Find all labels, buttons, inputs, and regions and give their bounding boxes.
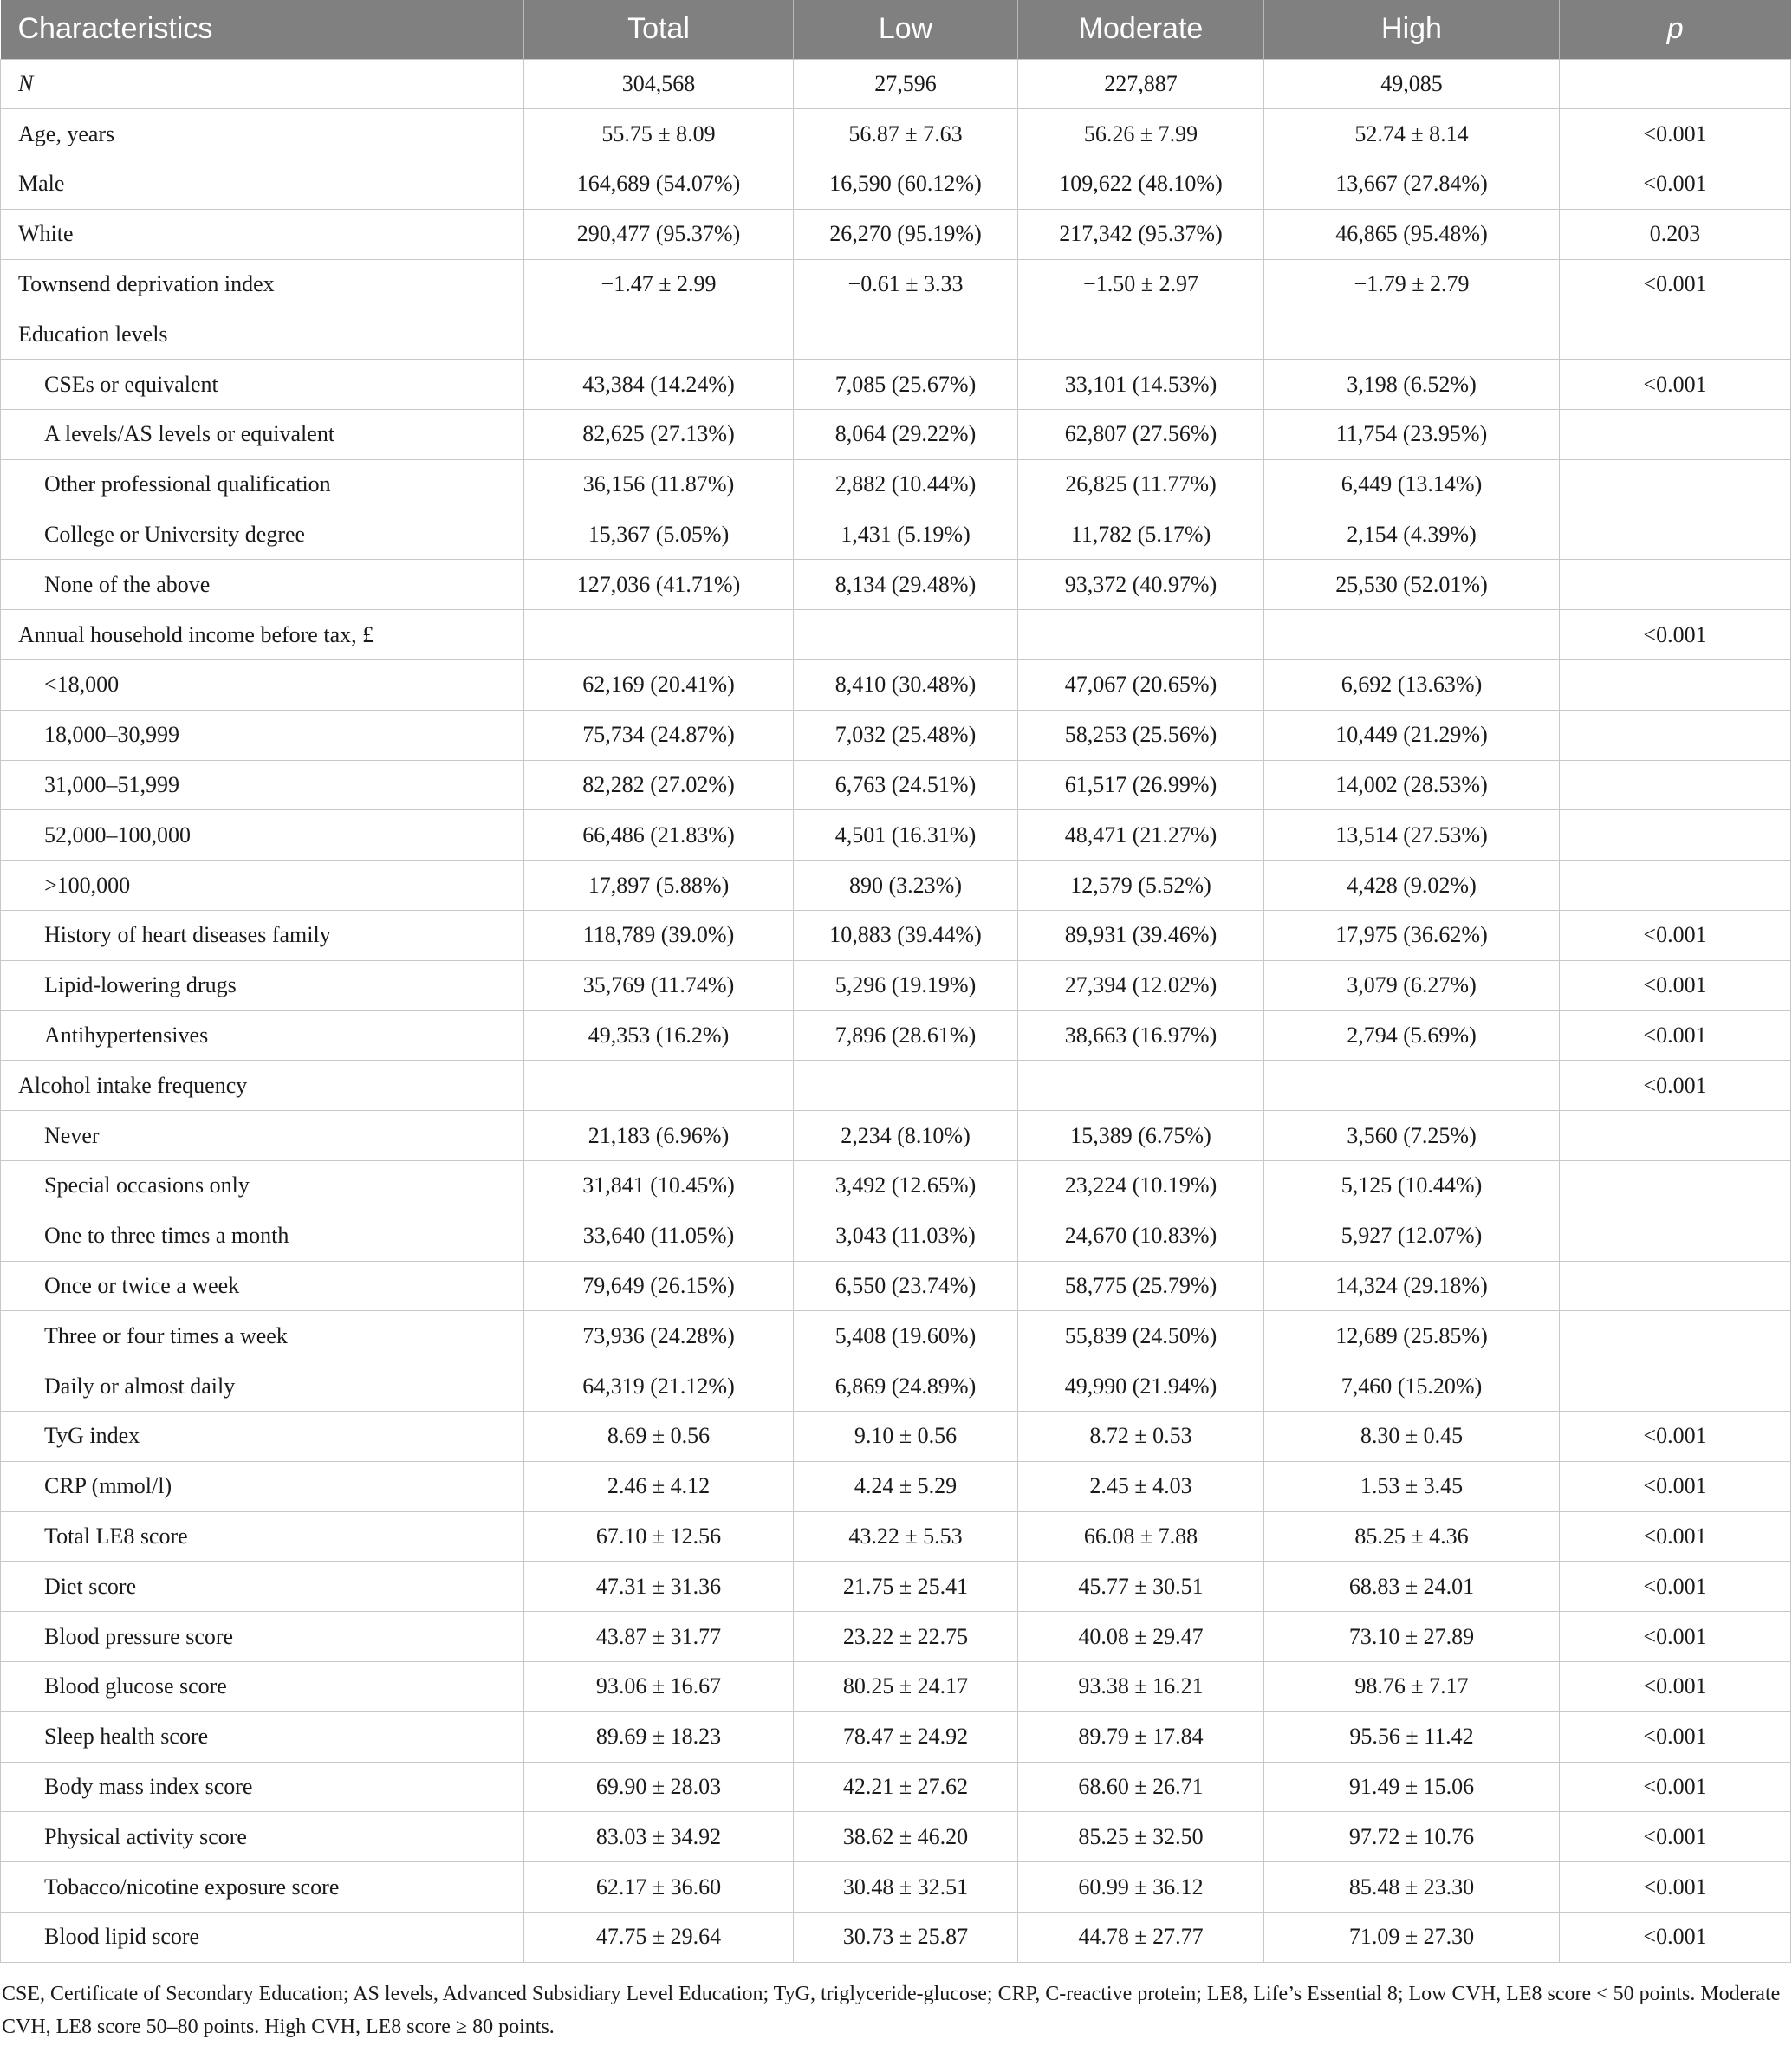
table-row bbox=[1, 1762, 1791, 1812]
table-row bbox=[1, 510, 1791, 560]
cell-low bbox=[794, 610, 1018, 660]
row-label: Special occasions only bbox=[1, 1161, 524, 1211]
cell-low: 8,064 (29.22%) bbox=[794, 410, 1018, 460]
row-label: N bbox=[1, 59, 524, 109]
cell-total: 31,841 (10.45%) bbox=[524, 1161, 794, 1211]
cell-high: 68.83 ± 24.01 bbox=[1264, 1562, 1560, 1612]
cell-moderate: 38,663 (16.97%) bbox=[1018, 1010, 1264, 1061]
cell-p-value: <0.001 bbox=[1560, 109, 1791, 159]
cell-low: 2,234 (8.10%) bbox=[794, 1111, 1018, 1161]
header-row bbox=[1, 0, 1791, 59]
table-row bbox=[1, 1662, 1791, 1712]
cell-high: 3,198 (6.52%) bbox=[1264, 360, 1560, 410]
row-label: Total LE8 score bbox=[1, 1511, 524, 1562]
cell-high: 85.25 ± 4.36 bbox=[1264, 1511, 1560, 1562]
row-label: Sleep health score bbox=[1, 1711, 524, 1762]
cell-low bbox=[794, 1061, 1018, 1111]
table-row bbox=[1, 360, 1791, 410]
cell-p-value: <0.001 bbox=[1560, 1912, 1791, 1962]
cell-high: 98.76 ± 7.17 bbox=[1264, 1662, 1560, 1712]
cell-low: 6,869 (24.89%) bbox=[794, 1361, 1018, 1412]
table-row bbox=[1, 1711, 1791, 1762]
cell-low: 3,043 (11.03%) bbox=[794, 1211, 1018, 1261]
cell-low: 7,032 (25.48%) bbox=[794, 710, 1018, 760]
cell-total: 89.69 ± 18.23 bbox=[524, 1711, 794, 1762]
cell-total: 82,282 (27.02%) bbox=[524, 760, 794, 810]
cell-high: 25,530 (52.01%) bbox=[1264, 560, 1560, 610]
cell-p-value: 0.203 bbox=[1560, 209, 1791, 259]
cell-low: 23.22 ± 22.75 bbox=[794, 1612, 1018, 1662]
cell-low: 4,501 (16.31%) bbox=[794, 810, 1018, 861]
cell-low: 2,882 (10.44%) bbox=[794, 459, 1018, 510]
cell-p-value bbox=[1560, 1161, 1791, 1211]
row-label: Blood pressure score bbox=[1, 1612, 524, 1662]
cell-high: 2,154 (4.39%) bbox=[1264, 510, 1560, 560]
cell-low: 4.24 ± 5.29 bbox=[794, 1461, 1018, 1511]
row-label: College or University degree bbox=[1, 510, 524, 560]
cell-moderate: 44.78 ± 27.77 bbox=[1018, 1912, 1264, 1962]
cell-p-value: <0.001 bbox=[1560, 360, 1791, 410]
cell-p-value: <0.001 bbox=[1560, 1010, 1791, 1061]
cell-total: 47.75 ± 29.64 bbox=[524, 1912, 794, 1962]
row-label: History of heart diseases family bbox=[1, 911, 524, 961]
cell-low: 78.47 ± 24.92 bbox=[794, 1711, 1018, 1762]
cell-moderate: 24,670 (10.83%) bbox=[1018, 1211, 1264, 1261]
cell-low: 9.10 ± 0.56 bbox=[794, 1412, 1018, 1462]
cell-total: 64,319 (21.12%) bbox=[524, 1361, 794, 1412]
cell-high: 2,794 (5.69%) bbox=[1264, 1010, 1560, 1061]
table-row bbox=[1, 1511, 1791, 1562]
cell-p-value: <0.001 bbox=[1560, 1812, 1791, 1862]
cell-p-value: <0.001 bbox=[1560, 1662, 1791, 1712]
cell-p-value bbox=[1560, 1261, 1791, 1311]
cell-p-value: <0.001 bbox=[1560, 1461, 1791, 1511]
cell-low: 26,270 (95.19%) bbox=[794, 209, 1018, 259]
table-row bbox=[1, 710, 1791, 760]
cell-p-value bbox=[1560, 459, 1791, 510]
cell-total: 55.75 ± 8.09 bbox=[524, 109, 794, 159]
table-body bbox=[1, 59, 1791, 1962]
cell-moderate bbox=[1018, 610, 1264, 660]
cell-p-value: <0.001 bbox=[1560, 1612, 1791, 1662]
cell-high bbox=[1264, 610, 1560, 660]
cell-p-value bbox=[1560, 760, 1791, 810]
cell-high: 71.09 ± 27.30 bbox=[1264, 1912, 1560, 1962]
row-label: Male bbox=[1, 159, 524, 210]
cell-p-value bbox=[1560, 1111, 1791, 1161]
table-row bbox=[1, 1912, 1791, 1962]
cell-moderate: 33,101 (14.53%) bbox=[1018, 360, 1264, 410]
table-row bbox=[1, 1010, 1791, 1061]
cell-total: 49,353 (16.2%) bbox=[524, 1010, 794, 1061]
table-row bbox=[1, 1111, 1791, 1161]
cell-high: 3,079 (6.27%) bbox=[1264, 960, 1560, 1010]
row-label: Never bbox=[1, 1111, 524, 1161]
row-label: None of the above bbox=[1, 560, 524, 610]
cell-total: 83.03 ± 34.92 bbox=[524, 1812, 794, 1862]
cell-low: 1,431 (5.19%) bbox=[794, 510, 1018, 560]
cell-low: 8,410 (30.48%) bbox=[794, 660, 1018, 711]
table-row bbox=[1, 459, 1791, 510]
table-row bbox=[1, 760, 1791, 810]
cell-total: 47.31 ± 31.36 bbox=[524, 1562, 794, 1612]
cell-low: 7,896 (28.61%) bbox=[794, 1010, 1018, 1061]
header-moderate: Moderate bbox=[1018, 0, 1264, 59]
cell-high: 5,927 (12.07%) bbox=[1264, 1211, 1560, 1261]
cell-p-value: <0.001 bbox=[1560, 1412, 1791, 1462]
cell-total: 118,789 (39.0%) bbox=[524, 911, 794, 961]
cell-total: 62.17 ± 36.60 bbox=[524, 1862, 794, 1913]
cell-low: 80.25 ± 24.17 bbox=[794, 1662, 1018, 1712]
cell-p-value bbox=[1560, 660, 1791, 711]
cell-low: 5,408 (19.60%) bbox=[794, 1311, 1018, 1361]
table-row bbox=[1, 810, 1791, 861]
row-label: Lipid-lowering drugs bbox=[1, 960, 524, 1010]
cell-low: 56.87 ± 7.63 bbox=[794, 109, 1018, 159]
table-row bbox=[1, 1562, 1791, 1612]
cell-p-value bbox=[1560, 861, 1791, 911]
cell-high: 12,689 (25.85%) bbox=[1264, 1311, 1560, 1361]
table-row bbox=[1, 1412, 1791, 1462]
cell-total bbox=[524, 610, 794, 660]
row-label: Alcohol intake frequency bbox=[1, 1061, 524, 1111]
table-row bbox=[1, 259, 1791, 309]
table-row bbox=[1, 59, 1791, 109]
cell-p-value bbox=[1560, 1311, 1791, 1361]
cell-total: 79,649 (26.15%) bbox=[524, 1261, 794, 1311]
cell-high: 95.56 ± 11.42 bbox=[1264, 1711, 1560, 1762]
cell-low: 3,492 (12.65%) bbox=[794, 1161, 1018, 1211]
header-p-value: p bbox=[1560, 0, 1791, 59]
cell-high bbox=[1264, 1061, 1560, 1111]
cell-p-value: <0.001 bbox=[1560, 159, 1791, 210]
row-label: Body mass index score bbox=[1, 1762, 524, 1812]
table-row bbox=[1, 1211, 1791, 1261]
cell-p-value: <0.001 bbox=[1560, 1562, 1791, 1612]
cell-moderate: 58,253 (25.56%) bbox=[1018, 710, 1264, 760]
cell-p-value bbox=[1560, 710, 1791, 760]
cell-moderate: 48,471 (21.27%) bbox=[1018, 810, 1264, 861]
row-label: Daily or almost daily bbox=[1, 1361, 524, 1412]
cell-low: 890 (3.23%) bbox=[794, 861, 1018, 911]
cell-moderate: 93,372 (40.97%) bbox=[1018, 560, 1264, 610]
cell-moderate: 58,775 (25.79%) bbox=[1018, 1261, 1264, 1311]
table-row bbox=[1, 560, 1791, 610]
table-row bbox=[1, 1311, 1791, 1361]
cell-high: 3,560 (7.25%) bbox=[1264, 1111, 1560, 1161]
cell-moderate: 55,839 (24.50%) bbox=[1018, 1311, 1264, 1361]
cell-p-value: <0.001 bbox=[1560, 1862, 1791, 1913]
row-label: Age, years bbox=[1, 109, 524, 159]
cell-moderate: 227,887 bbox=[1018, 59, 1264, 109]
cell-total: 304,568 bbox=[524, 59, 794, 109]
table-row bbox=[1, 960, 1791, 1010]
cell-moderate: 89.79 ± 17.84 bbox=[1018, 1711, 1264, 1762]
cell-total: 15,367 (5.05%) bbox=[524, 510, 794, 560]
table-row bbox=[1, 1361, 1791, 1412]
cell-total: 43,384 (14.24%) bbox=[524, 360, 794, 410]
cell-high: −1.79 ± 2.79 bbox=[1264, 259, 1560, 309]
cell-total: 75,734 (24.87%) bbox=[524, 710, 794, 760]
cell-moderate: 23,224 (10.19%) bbox=[1018, 1161, 1264, 1211]
cell-p-value: <0.001 bbox=[1560, 610, 1791, 660]
cell-high: 4,428 (9.02%) bbox=[1264, 861, 1560, 911]
cell-low: 16,590 (60.12%) bbox=[794, 159, 1018, 210]
cell-total bbox=[524, 1061, 794, 1111]
cell-high: 11,754 (23.95%) bbox=[1264, 410, 1560, 460]
cell-moderate bbox=[1018, 309, 1264, 360]
table-row bbox=[1, 209, 1791, 259]
cell-total: 36,156 (11.87%) bbox=[524, 459, 794, 510]
cell-moderate bbox=[1018, 1061, 1264, 1111]
row-label: Blood lipid score bbox=[1, 1912, 524, 1962]
cell-moderate: 11,782 (5.17%) bbox=[1018, 510, 1264, 560]
cell-moderate: 56.26 ± 7.99 bbox=[1018, 109, 1264, 159]
cell-high: 85.48 ± 23.30 bbox=[1264, 1862, 1560, 1913]
cell-low: 5,296 (19.19%) bbox=[794, 960, 1018, 1010]
cell-low: −0.61 ± 3.33 bbox=[794, 259, 1018, 309]
cell-total: 127,036 (41.71%) bbox=[524, 560, 794, 610]
cell-moderate: 40.08 ± 29.47 bbox=[1018, 1612, 1264, 1662]
cell-total: 67.10 ± 12.56 bbox=[524, 1511, 794, 1562]
table-row bbox=[1, 410, 1791, 460]
cell-total: 8.69 ± 0.56 bbox=[524, 1412, 794, 1462]
row-label: CSEs or equivalent bbox=[1, 360, 524, 410]
table-row bbox=[1, 1461, 1791, 1511]
cell-total: 17,897 (5.88%) bbox=[524, 861, 794, 911]
cell-moderate: 26,825 (11.77%) bbox=[1018, 459, 1264, 510]
row-label: Physical activity score bbox=[1, 1812, 524, 1862]
cell-moderate: 93.38 ± 16.21 bbox=[1018, 1662, 1264, 1712]
table-header bbox=[1, 0, 1791, 59]
cell-high: 91.49 ± 15.06 bbox=[1264, 1762, 1560, 1812]
table-row bbox=[1, 610, 1791, 660]
cell-high: 52.74 ± 8.14 bbox=[1264, 109, 1560, 159]
row-label: CRP (mmol/l) bbox=[1, 1461, 524, 1511]
cell-high: 8.30 ± 0.45 bbox=[1264, 1412, 1560, 1462]
cell-total: 21,183 (6.96%) bbox=[524, 1111, 794, 1161]
table-row bbox=[1, 861, 1791, 911]
row-label: Blood glucose score bbox=[1, 1662, 524, 1712]
cell-p-value bbox=[1560, 1211, 1791, 1261]
cell-high: 97.72 ± 10.76 bbox=[1264, 1812, 1560, 1862]
cell-low: 38.62 ± 46.20 bbox=[794, 1812, 1018, 1862]
cell-high: 13,514 (27.53%) bbox=[1264, 810, 1560, 861]
row-label: <18,000 bbox=[1, 660, 524, 711]
cell-moderate: 2.45 ± 4.03 bbox=[1018, 1461, 1264, 1511]
cell-moderate: 49,990 (21.94%) bbox=[1018, 1361, 1264, 1412]
cell-high: 73.10 ± 27.89 bbox=[1264, 1612, 1560, 1662]
table-row bbox=[1, 1612, 1791, 1662]
cell-moderate: 47,067 (20.65%) bbox=[1018, 660, 1264, 711]
cell-moderate: 217,342 (95.37%) bbox=[1018, 209, 1264, 259]
cell-moderate: 85.25 ± 32.50 bbox=[1018, 1812, 1264, 1862]
cell-moderate: 89,931 (39.46%) bbox=[1018, 911, 1264, 961]
cell-high: 1.53 ± 3.45 bbox=[1264, 1461, 1560, 1511]
cell-p-value bbox=[1560, 560, 1791, 610]
row-label: >100,000 bbox=[1, 861, 524, 911]
cell-high: 6,449 (13.14%) bbox=[1264, 459, 1560, 510]
cell-total: 69.90 ± 28.03 bbox=[524, 1762, 794, 1812]
table-row bbox=[1, 159, 1791, 210]
cell-p-value bbox=[1560, 810, 1791, 861]
cell-moderate: 109,622 (48.10%) bbox=[1018, 159, 1264, 210]
cell-p-value: <0.001 bbox=[1560, 1711, 1791, 1762]
cell-low: 6,550 (23.74%) bbox=[794, 1261, 1018, 1311]
cell-total: 164,689 (54.07%) bbox=[524, 159, 794, 210]
cell-low: 27,596 bbox=[794, 59, 1018, 109]
cell-total: 2.46 ± 4.12 bbox=[524, 1461, 794, 1511]
cell-low: 7,085 (25.67%) bbox=[794, 360, 1018, 410]
cell-low: 10,883 (39.44%) bbox=[794, 911, 1018, 961]
cell-high: 14,002 (28.53%) bbox=[1264, 760, 1560, 810]
cell-total: 290,477 (95.37%) bbox=[524, 209, 794, 259]
cell-high: 6,692 (13.63%) bbox=[1264, 660, 1560, 711]
cell-low bbox=[794, 309, 1018, 360]
row-label: 31,000–51,999 bbox=[1, 760, 524, 810]
cell-high bbox=[1264, 309, 1560, 360]
cell-total: −1.47 ± 2.99 bbox=[524, 259, 794, 309]
cell-low: 21.75 ± 25.41 bbox=[794, 1562, 1018, 1612]
row-label: 52,000–100,000 bbox=[1, 810, 524, 861]
cell-high: 46,865 (95.48%) bbox=[1264, 209, 1560, 259]
row-label: Tobacco/nicotine exposure score bbox=[1, 1862, 524, 1913]
table-row bbox=[1, 911, 1791, 961]
cell-total: 66,486 (21.83%) bbox=[524, 810, 794, 861]
row-label: 18,000–30,999 bbox=[1, 710, 524, 760]
cell-total bbox=[524, 309, 794, 360]
row-label: Antihypertensives bbox=[1, 1010, 524, 1061]
cell-moderate: 45.77 ± 30.51 bbox=[1018, 1562, 1264, 1612]
cell-moderate: 60.99 ± 36.12 bbox=[1018, 1862, 1264, 1913]
cell-p-value: <0.001 bbox=[1560, 911, 1791, 961]
table-row bbox=[1, 660, 1791, 711]
cell-total: 35,769 (11.74%) bbox=[524, 960, 794, 1010]
cell-high: 49,085 bbox=[1264, 59, 1560, 109]
header-low: Low bbox=[794, 0, 1018, 59]
cell-p-value: <0.001 bbox=[1560, 1511, 1791, 1562]
cell-low: 8,134 (29.48%) bbox=[794, 560, 1018, 610]
table-row bbox=[1, 1812, 1791, 1862]
cell-p-value: <0.001 bbox=[1560, 1061, 1791, 1111]
cell-low: 6,763 (24.51%) bbox=[794, 760, 1018, 810]
table-row bbox=[1, 309, 1791, 360]
header-total: Total bbox=[524, 0, 794, 59]
cell-moderate: 68.60 ± 26.71 bbox=[1018, 1762, 1264, 1812]
cell-high: 10,449 (21.29%) bbox=[1264, 710, 1560, 760]
row-label: Other professional qualification bbox=[1, 459, 524, 510]
cell-p-value bbox=[1560, 410, 1791, 460]
cell-high: 17,975 (36.62%) bbox=[1264, 911, 1560, 961]
cell-p-value bbox=[1560, 510, 1791, 560]
cell-total: 62,169 (20.41%) bbox=[524, 660, 794, 711]
table-row bbox=[1, 1862, 1791, 1913]
cell-moderate: 8.72 ± 0.53 bbox=[1018, 1412, 1264, 1462]
cell-low: 43.22 ± 5.53 bbox=[794, 1511, 1018, 1562]
cell-moderate: 62,807 (27.56%) bbox=[1018, 410, 1264, 460]
cell-moderate: 61,517 (26.99%) bbox=[1018, 760, 1264, 810]
cell-high: 13,667 (27.84%) bbox=[1264, 159, 1560, 210]
row-label: Three or four times a week bbox=[1, 1311, 524, 1361]
cell-low: 42.21 ± 27.62 bbox=[794, 1762, 1018, 1812]
cell-moderate: 27,394 (12.02%) bbox=[1018, 960, 1264, 1010]
cell-p-value bbox=[1560, 1361, 1791, 1412]
cell-p-value: <0.001 bbox=[1560, 960, 1791, 1010]
table-row bbox=[1, 1161, 1791, 1211]
cell-low: 30.73 ± 25.87 bbox=[794, 1912, 1018, 1962]
cell-total: 73,936 (24.28%) bbox=[524, 1311, 794, 1361]
cell-p-value bbox=[1560, 59, 1791, 109]
header-high: High bbox=[1264, 0, 1560, 59]
cell-total: 93.06 ± 16.67 bbox=[524, 1662, 794, 1712]
cell-moderate: 66.08 ± 7.88 bbox=[1018, 1511, 1264, 1562]
row-label: White bbox=[1, 209, 524, 259]
cell-total: 43.87 ± 31.77 bbox=[524, 1612, 794, 1662]
row-label: Once or twice a week bbox=[1, 1261, 524, 1311]
row-label: Education levels bbox=[1, 309, 524, 360]
table-row bbox=[1, 1061, 1791, 1111]
cell-moderate: 15,389 (6.75%) bbox=[1018, 1111, 1264, 1161]
row-label: TyG index bbox=[1, 1412, 524, 1462]
cell-moderate: −1.50 ± 2.97 bbox=[1018, 259, 1264, 309]
cell-high: 7,460 (15.20%) bbox=[1264, 1361, 1560, 1412]
row-label: Annual household income before tax, £ bbox=[1, 610, 524, 660]
cell-moderate: 12,579 (5.52%) bbox=[1018, 861, 1264, 911]
row-label: Townsend deprivation index bbox=[1, 259, 524, 309]
cell-high: 14,324 (29.18%) bbox=[1264, 1261, 1560, 1311]
cell-p-value bbox=[1560, 309, 1791, 360]
table-row bbox=[1, 1261, 1791, 1311]
cell-total: 82,625 (27.13%) bbox=[524, 410, 794, 460]
cell-p-value: <0.001 bbox=[1560, 259, 1791, 309]
header-characteristics: Characteristics bbox=[17, 12, 213, 46]
row-label: A levels/AS levels or equivalent bbox=[1, 410, 524, 460]
table-row bbox=[1, 109, 1791, 159]
cell-low: 30.48 ± 32.51 bbox=[794, 1862, 1018, 1913]
row-label: Diet score bbox=[1, 1562, 524, 1612]
row-label: One to three times a month bbox=[1, 1211, 524, 1261]
cell-high: 5,125 (10.44%) bbox=[1264, 1161, 1560, 1211]
cell-total: 33,640 (11.05%) bbox=[524, 1211, 794, 1261]
cell-p-value: <0.001 bbox=[1560, 1762, 1791, 1812]
table-footnote: CSE, Certificate of Secondary Education; AS levels, Advanced Subsidiary Level Education; TyG, triglyceride-glucose; CRP, C-reactive protein; LE8, Life’s Essential 8; Low CVH, LE8 score < 50 points. Moderate CVH, LE8 score 50–80 points. High CVH, LE8 score ≥ 80 points. bbox=[2, 1983, 1781, 2038]
